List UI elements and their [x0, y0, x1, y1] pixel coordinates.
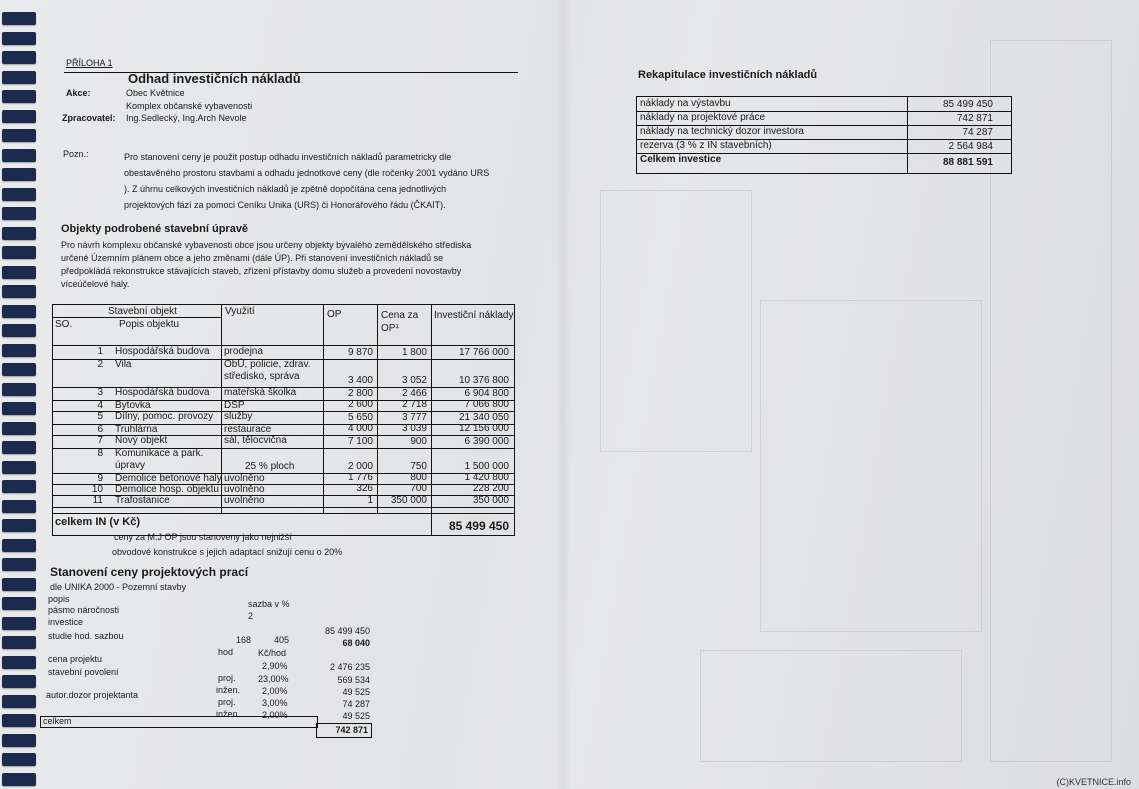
calc-pasmo: pásmo náročnosti — [48, 605, 120, 615]
ghost-drawing — [760, 300, 982, 632]
calc-proj2-pct: 3,00% — [262, 698, 288, 708]
table-cell-so: 10 — [91, 484, 103, 495]
table-cell-popis: Truhlárna — [115, 424, 158, 435]
recap-row-label: náklady na výstavbu — [640, 98, 731, 109]
binding-ring — [2, 402, 36, 415]
calc-total-row — [40, 716, 318, 728]
table-cell-in: 1 420 800 — [464, 472, 509, 483]
header-investicni: Investiční náklady — [434, 310, 514, 321]
calc-hod-value: 168 — [236, 635, 252, 645]
binding-ring — [2, 168, 36, 181]
table-cell-vyuziti: uvolněno — [224, 495, 265, 506]
binding-ring — [2, 149, 36, 162]
table-cell-op: 1 — [367, 495, 373, 506]
calc-popis: popis — [48, 594, 70, 604]
binding-ring — [2, 500, 36, 513]
calc-sazba-value: 2 — [248, 611, 254, 621]
binding-ring — [2, 695, 36, 708]
recap-row-label: náklady na projektové práce — [640, 112, 766, 123]
ghost-drawing — [600, 190, 752, 452]
calc-studie-value: 68 040 — [342, 638, 370, 648]
table-cell-cena: 3 039 — [401, 423, 427, 434]
calc-inzen1: inžen. — [216, 685, 241, 695]
recap-title: Rekapitulace investičních nákladů — [638, 69, 818, 81]
table-cell-so: 9 — [97, 473, 103, 484]
table-cell-op: 7 100 — [347, 436, 373, 447]
binding-ring — [2, 519, 36, 532]
calc-proj1-pct: 23,00% — [258, 674, 289, 684]
binding-ring — [2, 636, 36, 649]
table-cell-in: 6 904 800 — [464, 388, 509, 399]
table-cell-op: 3 400 — [347, 375, 373, 386]
calc-cena-pct: 2,90% — [262, 661, 288, 671]
table-cell-op: 2 600 — [347, 399, 373, 410]
calc-investice: investice — [48, 617, 84, 627]
calc-stavebni: stavební povolení — [48, 667, 119, 677]
table-cell-vyuziti: 25 % ploch — [245, 461, 295, 472]
table-cell-popis: Trafostanice — [115, 495, 170, 506]
table-cell-cena: 1 800 — [401, 347, 427, 358]
table-cell-popis: Dílny, pomoc. provozy — [115, 411, 214, 422]
meta-value-zpracovatel: Ing.Sedlecký, Ing.Arch Nevole — [126, 113, 247, 123]
table-cell-in: 21 340 050 — [458, 412, 509, 423]
table-cell-popis: Demolice betonové haly — [115, 473, 222, 484]
table-cell-in: 12 156 000 — [458, 423, 509, 434]
calc-proj1-value: 569 534 — [337, 675, 370, 685]
table-cell-popis: Komunikace a park. — [115, 448, 204, 459]
calc-celkem-label: celkem — [43, 716, 72, 726]
section1-line: předpokládá rekonstrukce stávajících staveb, zřízení přístavby domu služeb a provedení novostavby — [61, 266, 462, 276]
note-line: Pro stanovení ceny je použit postup odhadu investičních nákladů parametricky dle — [124, 152, 452, 162]
table-cell-cena: 800 — [410, 472, 427, 483]
table-cell-op: 2 800 — [347, 388, 373, 399]
note-label: Pozn.: — [63, 149, 89, 159]
header-vyuziti: Využití — [225, 306, 255, 317]
cost-table — [52, 304, 515, 536]
note-line: ). Z úhrnu celkových investičních nákladů je zpětně dopočítána cena jednotlivých — [124, 184, 447, 194]
binding-ring — [2, 578, 36, 591]
table-cell-vyuziti: uvolněno — [224, 484, 265, 495]
binding-ring — [2, 188, 36, 201]
table-cell-so: 3 — [97, 387, 103, 398]
header-popis: Popis objektu — [119, 319, 180, 330]
table-cell-so: 4 — [97, 400, 103, 411]
binding-ring — [2, 344, 36, 357]
binding-ring — [2, 714, 36, 727]
recap-row-label: náklady na technický dozor investora — [640, 126, 804, 137]
table-cell-cena: 3 777 — [401, 412, 427, 423]
table-cell-in: 350 000 — [472, 495, 509, 506]
binding-ring — [2, 383, 36, 396]
page-fold — [556, 0, 570, 789]
table-cell-vyuziti: uvolněno — [224, 473, 265, 484]
table-cell-popis: Nový objekt — [115, 435, 168, 446]
table-cell-in: 7 066 800 — [464, 399, 509, 410]
binding-ring — [2, 129, 36, 142]
table-cell-so: 1 — [97, 346, 103, 357]
section1-line: Pro návrh komplexu občanské vybavenosti obce jsou určeny objekty bývalého zemědělského střediska — [61, 240, 472, 250]
table-cell-vyuziti: DSP — [224, 400, 245, 411]
header-op: OP — [327, 309, 342, 320]
binding-ring — [2, 422, 36, 435]
page-title: Odhad investičních nákladů — [128, 71, 301, 86]
calc-investice-value: 85 499 450 — [324, 626, 370, 636]
calc-proj1: proj. — [218, 673, 236, 683]
calc-autor: autor.dozor projektanta — [46, 690, 139, 700]
recap-total-label: Celkem investice — [640, 154, 722, 165]
table-cell-in: 228 200 — [472, 483, 509, 494]
binding-ring — [2, 90, 36, 103]
calc-inzen2: inžen. — [216, 709, 241, 719]
binding-ring — [2, 71, 36, 84]
recap-table — [636, 96, 1012, 174]
recap-row-value: 742 871 — [956, 113, 993, 124]
binding-ring — [2, 480, 36, 493]
calc-hod-label: hod — [218, 647, 234, 657]
meta-value-komplex: Komplex občanské vybavenosti — [126, 101, 253, 111]
binding-ring — [2, 773, 36, 786]
binding-ring — [2, 266, 36, 279]
binding-ring — [2, 305, 36, 318]
section1-line: víceúčelové haly. — [61, 279, 130, 289]
table-cell-op: 1 776 — [347, 472, 373, 483]
binding-ring — [2, 12, 36, 25]
binding-ring — [2, 51, 36, 64]
recap-row-label: rezerva (3 % z IN stavebních) — [640, 140, 772, 151]
table-cell-cena: 3 052 — [401, 375, 427, 386]
table-cell-op: 4 000 — [347, 423, 373, 434]
recap-row-value: 74 287 — [962, 127, 993, 138]
header-so: SO. — [55, 319, 73, 330]
binding-ring — [2, 753, 36, 766]
binding-ring — [2, 558, 36, 571]
calc-proj2-value: 74 287 — [342, 699, 370, 709]
total-label: celkem IN (v Kč) — [55, 516, 140, 528]
calc-proj2: proj. — [218, 697, 236, 707]
header-cena-op: OP¹ — [381, 323, 399, 334]
binding-ring — [2, 285, 36, 298]
binding-ring — [2, 246, 36, 259]
spiral-binding — [0, 0, 40, 789]
calc-studie: studie hod. sazbou — [48, 631, 124, 641]
footnote: ceny za M.J OP jsou stanoveny jako nejnižší — [114, 532, 292, 542]
table-cell-so: 7 — [97, 435, 103, 446]
section2-sub: dle UNIKA 2000 - Pozemní stavby — [50, 582, 187, 592]
binding-ring — [2, 324, 36, 337]
table-cell-vyuziti: ObÚ, policie, zdrav. — [224, 359, 311, 370]
calc-cena-projektu: cena projektu — [48, 654, 103, 664]
table-cell-popis: Hospodářská budova — [115, 387, 210, 398]
table-cell-op: 5 650 — [347, 412, 373, 423]
table-cell-op: 2 000 — [347, 461, 373, 472]
binding-ring — [2, 734, 36, 747]
section1-line: určené Územním plánem obce a jeho změnami (dále ÚP). Při stanovení investičních nákladů se — [61, 253, 444, 263]
appendix-label: PŘÍLOHA 1 — [66, 58, 113, 68]
table-cell-popis: Demolice hosp. objektu — [115, 484, 219, 495]
binding-ring — [2, 441, 36, 454]
recap-row-value: 2 564 984 — [948, 141, 993, 152]
table-cell-vyuziti2: středisko, správa — [224, 371, 300, 382]
meta-label-zpracovatel: Zpracovatel: — [62, 113, 116, 123]
calc-cena-value: 2 476 235 — [329, 662, 370, 672]
watermark: (C)KVETNICE.info — [1056, 777, 1131, 787]
binding-ring — [2, 656, 36, 669]
calc-celkem-value: 742 871 — [335, 725, 368, 735]
footnote: obvodové konstrukce s jejich adaptací snižují cenu o 20% — [112, 547, 343, 557]
binding-ring — [2, 207, 36, 220]
table-cell-popis2: úpravy — [115, 460, 146, 471]
table-cell-op: 9 870 — [347, 347, 373, 358]
binding-ring — [2, 461, 36, 474]
table-cell-cena: 2 466 — [401, 388, 427, 399]
binding-ring — [2, 110, 36, 123]
binding-ring — [2, 597, 36, 610]
table-cell-vyuziti: restaurace — [224, 424, 272, 435]
table-cell-so: 8 — [97, 448, 103, 459]
binding-ring — [2, 617, 36, 630]
table-cell-vyuziti: mateřská školka — [224, 387, 297, 398]
calc-kc-value: 405 — [274, 635, 290, 645]
binding-ring — [2, 32, 36, 45]
calc-inzen2-pct: 2,00% — [262, 710, 288, 720]
table-cell-vyuziti: služby — [224, 411, 253, 422]
meta-label-akce: Akce: — [66, 88, 91, 98]
table-cell-so: 2 — [97, 359, 103, 370]
header-group: Stavební objekt — [108, 306, 177, 317]
table-cell-cena: 750 — [410, 461, 427, 472]
table-cell-cena: 350 000 — [390, 495, 427, 506]
recap-total-value: 88 881 591 — [942, 157, 993, 168]
calc-inzen1-pct: 2,00% — [262, 686, 288, 696]
recap-row-value: 85 499 450 — [942, 99, 993, 110]
table-cell-so: 5 — [97, 411, 103, 422]
table-cell-in: 17 766 000 — [458, 347, 509, 358]
table-cell-in: 1 500 000 — [464, 461, 509, 472]
ghost-drawing — [700, 650, 962, 762]
note-line: projektových fází za pomoci Ceníku Unika (URS) či Honorářového řádu (ČKAIT). — [124, 200, 446, 210]
table-cell-popis: Bytovka — [115, 400, 151, 411]
table-cell-vyuziti: prodejna — [224, 346, 263, 357]
table-cell-so: 11 — [92, 495, 103, 506]
meta-value-akce: Obec Květnice — [126, 88, 185, 98]
header-cena: Cena za — [381, 310, 419, 321]
binding-ring — [2, 227, 36, 240]
binding-ring — [2, 363, 36, 376]
table-cell-in: 6 390 000 — [464, 436, 509, 447]
binding-ring — [2, 539, 36, 552]
calc-kc-label: Kč/hod — [258, 648, 287, 658]
section1-title: Objekty podrobené stavební úpravě — [61, 223, 249, 235]
table-cell-so: 6 — [97, 424, 103, 435]
table-cell-in: 10 376 800 — [458, 375, 509, 386]
binding-ring — [2, 675, 36, 688]
table-cell-op: 326 — [356, 483, 373, 494]
calc-sazba-label: sazba v % — [248, 599, 290, 609]
table-cell-cena: 900 — [410, 436, 427, 447]
total-value: 85 499 450 — [448, 519, 509, 533]
table-cell-cena: 2 718 — [401, 399, 427, 410]
table-cell-popis: Vila — [115, 359, 132, 370]
section2-title: Stanovení ceny projektových prací — [50, 565, 249, 579]
table-cell-cena: 700 — [410, 483, 427, 494]
table-cell-popis: Hospodářská budova — [115, 346, 210, 357]
note-line: obestavěného prostoru stavbami a odhadu jednotkové ceny (dle ročenky 2001 vydáno URS — [124, 168, 490, 178]
calc-inzen2-value: 49 525 — [342, 711, 370, 721]
calc-inzen1-value: 49 525 — [342, 687, 370, 697]
table-cell-vyuziti: sál, tělocvična — [224, 435, 287, 446]
